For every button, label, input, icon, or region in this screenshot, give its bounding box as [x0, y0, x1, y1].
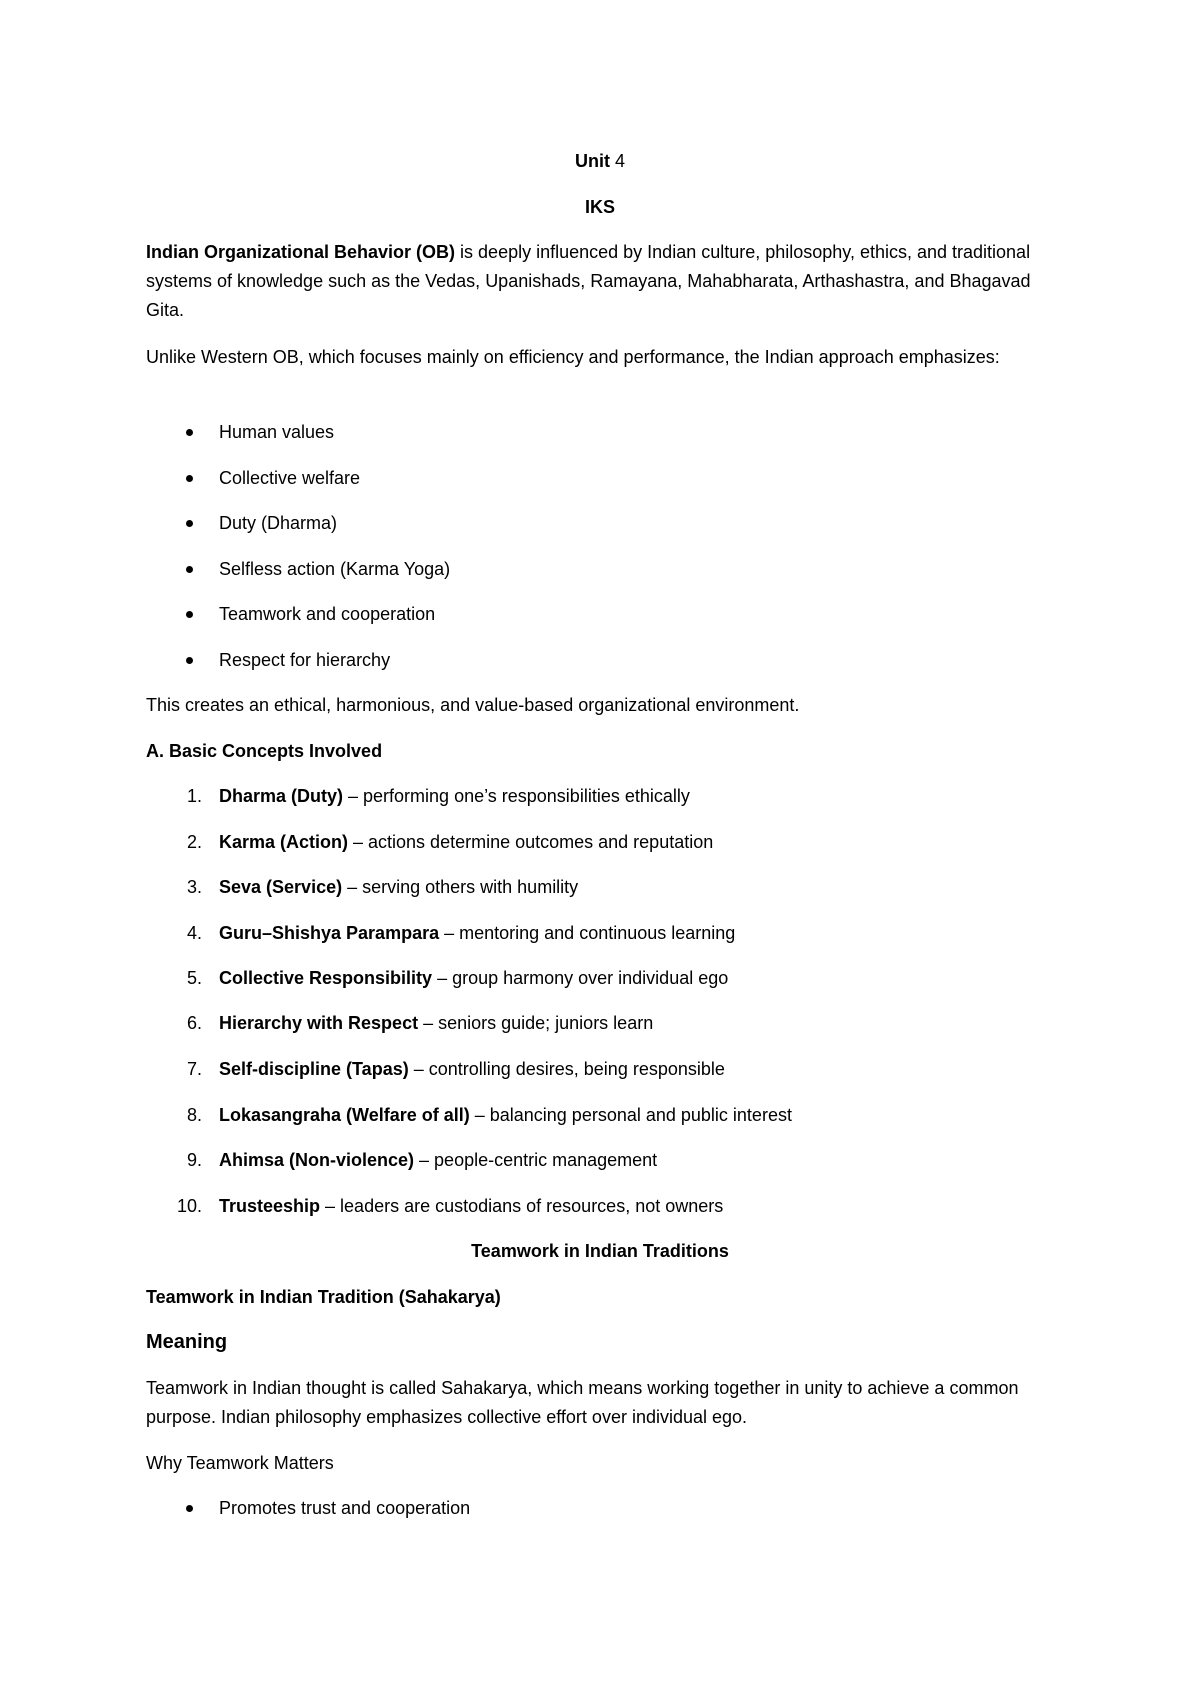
conclusion-paragraph: This creates an ethical, harmonious, and value-based organizational environment.: [146, 695, 800, 715]
bullet-icon: [186, 566, 193, 573]
list-item: 2. Karma (Action) – actions determine outcomes and reputation: [186, 832, 714, 852]
unit-label: Unit: [574, 151, 610, 171]
list-item: 10. Trusteeship – leaders are custodians of resources, not owners: [176, 1196, 724, 1216]
list-item: 4. Guru–Shishya Parampara – mentoring and continuous learning: [186, 923, 736, 943]
unit-number: 4: [609, 151, 625, 171]
list-item: 1. Dharma (Duty) – performing one’s responsibilities ethically: [186, 786, 690, 806]
bullet-icon: [186, 657, 193, 664]
intro-text: is deeply influenced by Indian culture, philosophy, ethics, and traditional systems of knowledge such as the Vedas, Upanishads, Ramayana, Mahabharata, Arthashastra, and Bhagavad Gita.: [146, 242, 1031, 320]
list-item: Teamwork and cooperation: [146, 600, 1066, 629]
list-item: 9. Ahimsa (Non-violence) – people-centric management: [186, 1150, 658, 1170]
list-item: Selfless action (Karma Yoga): [146, 555, 1066, 584]
list-item: Promotes trust and cooperation: [146, 1494, 1066, 1523]
list-item: Human values: [146, 418, 1066, 447]
bullet-icon: [186, 611, 193, 618]
bullet-icon: [186, 520, 193, 527]
bullet-icon: [186, 1505, 193, 1512]
unit-title: [0, 147, 1200, 176]
contrast-paragraph: Unlike Western OB, which focuses mainly on efficiency and performance, the Indian approach emphasizes:: [146, 347, 1000, 367]
list-item: 5. Collective Responsibility – group harmony over individual ego: [186, 968, 729, 988]
list-item: Duty (Dharma): [146, 509, 1066, 538]
list-item: 6. Hierarchy with Respect – seniors guide; juniors learn: [186, 1013, 654, 1033]
meaning-heading: Meaning: [146, 1331, 228, 1353]
list-item: Respect for hierarchy: [146, 646, 1066, 675]
bullet-icon: [186, 429, 193, 436]
teamwork-center-heading: Teamwork in Indian Traditions: [471, 1241, 729, 1261]
list-item: Collective welfare: [146, 464, 1066, 493]
list-item: 8. Lokasangraha (Welfare of all) – balancing personal and public interest: [186, 1105, 792, 1125]
intro-paragraph: [146, 238, 1066, 325]
why-heading: Why Teamwork Matters: [146, 1453, 334, 1473]
intro-term: Indian Organizational Behavior (OB): [146, 242, 456, 262]
meaning-paragraph: Teamwork in Indian thought is called Sahakarya, which means working together in unity to achieve a common purpose. Indian philosophy emphasizes collective effort over individual ego.: [146, 1378, 1019, 1427]
teamwork-sub-heading: Teamwork in Indian Tradition (Sahakarya): [146, 1287, 501, 1307]
bullet-icon: [186, 475, 193, 482]
subject-title: IKS: [584, 197, 615, 217]
list-item: 7. Self-discipline (Tapas) – controlling desires, being responsible: [186, 1059, 725, 1079]
section-a-heading: A. Basic Concepts Involved: [146, 741, 383, 761]
list-item: 3. Seva (Service) – serving others with humility: [186, 877, 579, 897]
